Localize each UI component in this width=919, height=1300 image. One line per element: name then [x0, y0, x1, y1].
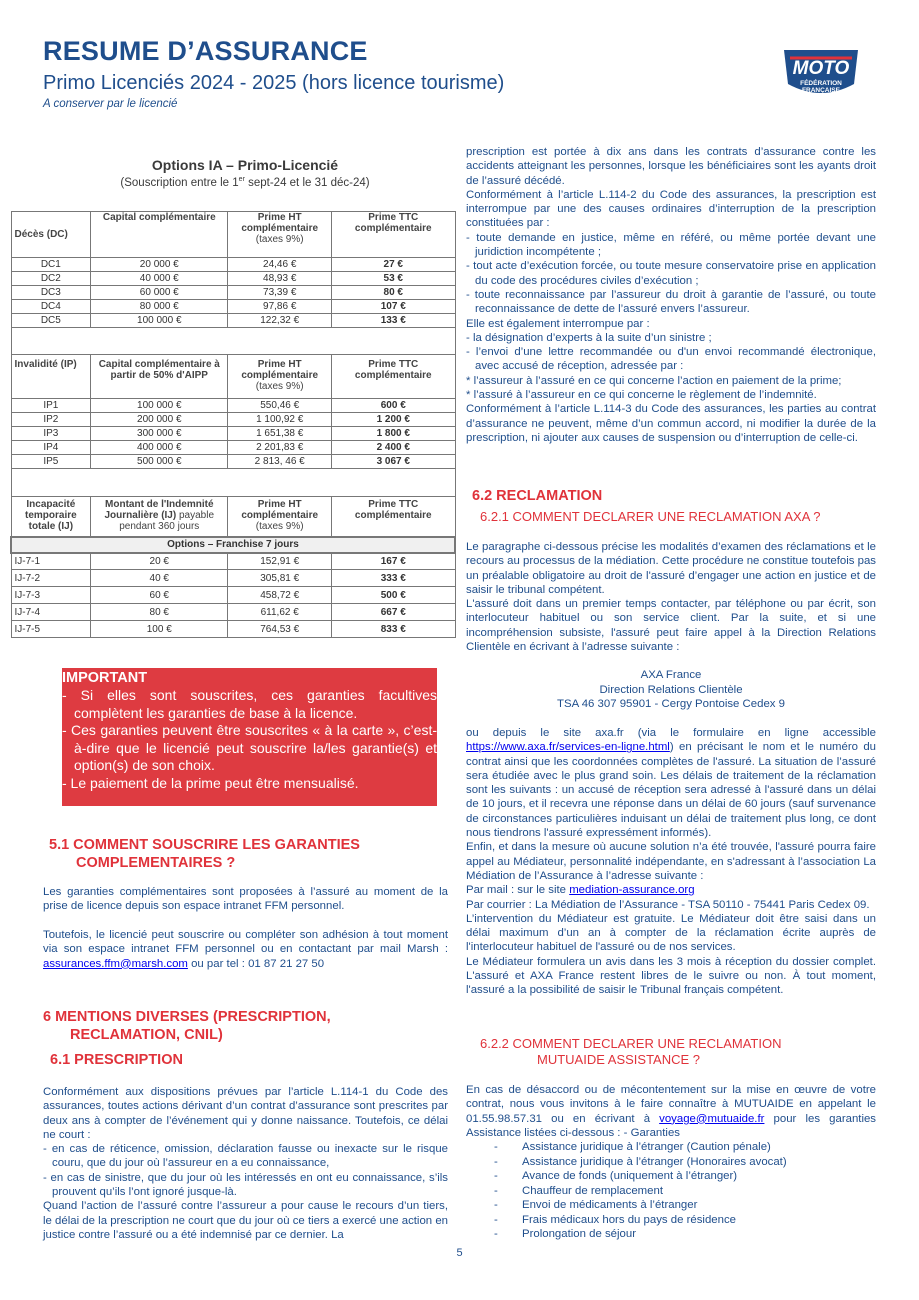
table-cell: IJ-7-1	[11, 553, 91, 570]
mutuaide-body: En cas de désaccord ou de mécontentement sur la mise en œuvre de votre contrat, nous vous invitons à le faire connaître à MUTUAIDE en appelant le 01.55.98.57.31 ou en écrivant à voyage@mutuaide.fr pour les garanties Assistance listées ci-dessous : - Garanties - Assistance juridique à l’étranger (Caution pénale) - Assistance juridique à l’étranger (Honoraires avocat) - Avance de fonds (uniquement à l’étranger) - Chauffeur de remplacement - Envoi de médicaments à l’étranger - Frais médicaux hors du pays de résidence - Prolongation de séjour	[466, 1084, 877, 1241]
table-cell: 200 000 €	[91, 413, 228, 427]
ip-h1: Invalidité (IP)	[11, 355, 91, 399]
table-cell: 27 €	[332, 258, 455, 272]
table-cell: 2 813, 46 €	[228, 455, 332, 469]
table-cell: 500 000 €	[91, 455, 228, 469]
table-row	[11, 621, 455, 638]
table-row	[11, 272, 455, 286]
section-6-2-heading: 6.2 RECLAMATION	[472, 488, 603, 504]
table-cell: 80 €	[332, 286, 455, 300]
table-row	[11, 553, 455, 570]
page-subtitle: Primo Licenciés 2024 - 2025 (hors licence tourisme)	[43, 72, 505, 94]
section-6-2-1-heading: 6.2.1 COMMENT DECLARER UNE RECLAMATION AXA ?	[480, 509, 821, 524]
list-item: - Frais médicaux hors du pays de résidence	[494, 1213, 736, 1226]
table-cell: IP5	[11, 455, 91, 469]
mutuaide-guarantee-list	[466, 1140, 876, 1242]
table-cell: 400 000 €	[91, 441, 228, 455]
list-item: - Envoi de médicaments à l’étranger	[494, 1199, 698, 1212]
table-cell: 833 €	[332, 621, 455, 638]
table-cell: 2 400 €	[332, 441, 455, 455]
table-cell: 20 €	[91, 553, 228, 570]
table-cell: IP4	[11, 441, 91, 455]
table-cell: 500 €	[332, 587, 455, 604]
mediation-link[interactable]: mediation-assurance.org	[569, 884, 695, 897]
table-cell: 305,81 €	[228, 570, 332, 587]
table-cell: 1 200 €	[332, 413, 455, 427]
important-item: - Le paiement de la prime peut être mensualisé.	[62, 774, 359, 791]
table-cell: IJ-7-3	[11, 587, 91, 604]
important-item: - Si elles sont souscrites, ces garanties facultives complètent les garanties de base à la licence.	[62, 687, 437, 721]
s51-p2: Toutefois, le licencié peut souscrire ou compléter son adhésion à tout moment via son espace intranet FFM personnel ou en contactant par mail Marsh : assurances.ffm@marsh.com ou par tel : 01 87 21 27 50	[43, 929, 448, 970]
table-cell: IJ-7-2	[11, 570, 91, 587]
options-table	[10, 211, 456, 638]
ip-h3: Prime HT complémentaire (taxes 9%)	[228, 355, 332, 399]
dc-h1: Décès (DC)	[11, 212, 91, 258]
ij-h3: Prime HT complémentaire (taxes 9%)	[228, 497, 332, 537]
section-6-2-2-heading: 6.2.2 COMMENT DECLARER UNE RECLAMATION MUTUAIDE ASSISTANCE ?	[480, 1036, 782, 1067]
table-cell: 80 €	[91, 604, 228, 621]
table-cell: 122,32 €	[228, 314, 332, 328]
dc-h2: Capital complémentaire	[91, 212, 228, 258]
table-cell: 100 €	[91, 621, 228, 638]
table-cell: 97,86 €	[228, 300, 332, 314]
ip-header-row	[11, 355, 455, 399]
list-item: - Chauffeur de remplacement	[494, 1184, 663, 1197]
table-row	[11, 286, 455, 300]
table-cell: 458,72 €	[228, 587, 332, 604]
table-cell: IP3	[11, 427, 91, 441]
ffm-logo	[780, 44, 862, 102]
list-item: - Prolongation de séjour	[494, 1228, 636, 1241]
table-cell: 100 000 €	[91, 399, 228, 413]
s51-p1: Les garanties complémentaires sont proposées à l’assuré au moment de la prise de licence depuis son espace intranet FFM personnel.	[43, 886, 448, 913]
table-cell: DC5	[11, 314, 91, 328]
table-cell: IJ-7-4	[11, 604, 91, 621]
dc-header-row	[11, 212, 455, 258]
table-row	[11, 258, 455, 272]
ip-h4: Prime TTC complémentaire	[332, 355, 455, 399]
table-cell	[11, 469, 455, 497]
table-cell	[11, 328, 455, 355]
table-cell: 80 000 €	[91, 300, 228, 314]
table-cell: 1 100,92 €	[228, 413, 332, 427]
section-6-1-heading: 6.1 PRESCRIPTION	[50, 1052, 183, 1068]
list-item: - Assistance juridique à l’étranger (Caution pénale)	[494, 1141, 771, 1154]
table-cell: 300 000 €	[91, 427, 228, 441]
reclamation-axa-body-2: ou depuis le site axa.fr (via le formulaire en ligne accessible https://www.axa.fr/services-en-ligne.html) en précisant le nom et le numéro du contrat ainsi que les coordonnées complètes de l'assuré. La situation de l’assuré sera étudiée avec le plus grand soin. Les délais de traitement de la réclamation sont les suivants : un accusé de réception sera adressé à l'assuré dans un délai de 10 jours, et il recevra une réponse dans un délai de 60 jours (sauf survenance de circonstances particulières induisant un délai de traitement plus long, ce dont nous tiendrons l'assuré expressément informés). Enfin, et dans la mesure où aucune solution n’a été trouvée, l'assuré pourra faire appel au Médiateur, personnalité indépendante, en s'adressant à l’association La Médiation de l’Assurance à l’adresse suivante : Par mail : sur le site mediation-assurance.org Par courrier : La Médiation de l’Assurance - TSA 50110 - 75441 Paris Cedex 09. L’intervention du Médiateur est gratuite. Le Médiateur doit être saisi dans un délai maximum d’un an à compter de la réclamation écrite auprès de l'interlocuteur habituel de l'assuré ou de nos services. Le Médiateur formulera un avis dans les 3 mois à réception du dossier complet. L'assuré et AXA France restent libres de le suivre ou non. À tout moment, l'assuré a la possibilité de saisir le Tribunal français compétent.	[466, 727, 876, 997]
logo-text: MOTO	[792, 58, 850, 79]
page-number: 5	[456, 1247, 463, 1259]
table-cell: 53 €	[332, 272, 455, 286]
table-row	[11, 441, 455, 455]
table-row	[11, 587, 455, 604]
franchise-row: Options – Franchise 7 jours	[11, 537, 455, 553]
logo-sub2: FRANÇAISE	[802, 87, 840, 94]
table-cell: 764,53 €	[228, 621, 332, 638]
table-cell: 60 000 €	[91, 286, 228, 300]
table-cell: DC1	[11, 258, 91, 272]
table-cell: DC4	[11, 300, 91, 314]
table-cell: 333 €	[332, 570, 455, 587]
table-row	[11, 300, 455, 314]
table-cell: 60 €	[91, 587, 228, 604]
ip-h2: Capital complémentaire à partir de 50% d'AIPP	[91, 355, 228, 399]
table-row	[11, 427, 455, 441]
list-item: - Avance de fonds (uniquement à l’étranger)	[494, 1170, 738, 1183]
ij-h1: Incapacité temporaire totale (IJ)	[11, 497, 91, 537]
table-cell: 2 201,83 €	[228, 441, 332, 455]
page-title: RESUME D’ASSURANCE	[43, 36, 368, 66]
table-cell: IP2	[11, 413, 91, 427]
options-subtitle: (Souscription entre le 1er sept-24 et le 31 déc-24)	[120, 176, 370, 189]
section-5-1-heading: 5.1 COMMENT SOUSCRIRE LES GARANTIES COMPLEMENTAIRES ?	[49, 837, 360, 871]
ij-h2: Montant de l'Indemnité Journalière (IJ) payable pendant 360 jours	[91, 497, 228, 537]
table-row	[11, 455, 455, 469]
mutuaide-email-link[interactable]: voyage@mutuaide.fr	[659, 1112, 765, 1125]
table-cell: 667 €	[332, 604, 455, 621]
table-row	[11, 570, 455, 587]
options-title: Options IA – Primo-Licencié	[151, 157, 339, 173]
table-row	[11, 604, 455, 621]
table-cell: 1 800 €	[332, 427, 455, 441]
keep-note: A conserver par le licencié	[43, 98, 178, 110]
table-cell: 20 000 €	[91, 258, 228, 272]
important-box	[62, 668, 437, 806]
ij-h4: Prime TTC complémentaire	[332, 497, 455, 537]
table-cell: 611,62 €	[228, 604, 332, 621]
table-cell: 550,46 €	[228, 399, 332, 413]
table-cell: 48,93 €	[228, 272, 332, 286]
table-cell: 24,46 €	[228, 258, 332, 272]
table-cell: 73,39 €	[228, 286, 332, 300]
table-cell: 1 651,38 €	[228, 427, 332, 441]
logo-sub1: FÉDÉRATION	[800, 80, 842, 87]
reclamation-axa-body: Le paragraphe ci-dessous précise les modalités d’examen des réclamations et le recours au processus de la médiation. Cette procédure ne constitue toutefois pas un préalable obligatoire au droit de l'assuré d’engager une action en justice et de saisir le tribunal compétent. L'assuré doit dans un premier temps contacter, par téléphone ou par écrit, son interlocuteur habituel ou son service client. Par la suite, et si une incompréhension subsiste, l'assuré peut faire appel à la Direction Relations Clientèle en écrivant à l’adresse suivante :	[466, 541, 876, 654]
important-title: IMPORTANT	[62, 670, 148, 686]
important-item: - Ces garanties peuvent être souscrites « à la carte », c’est-à-dire que le licencié peut souscrire la/les garantie(s) et option(s) de son choix.	[62, 722, 437, 773]
table-cell: IP1	[11, 399, 91, 413]
ij-header-row	[11, 497, 455, 537]
section-6-heading: 6 MENTIONS DIVERSES (PRESCRIPTION, RECLAMATION, CNIL)	[43, 1009, 331, 1043]
table-row	[11, 314, 455, 328]
table-row	[11, 413, 455, 427]
table-cell: 133 €	[332, 314, 455, 328]
table-cell: 40 €	[91, 570, 228, 587]
table-row	[11, 399, 455, 413]
table-cell: 152,91 €	[228, 553, 332, 570]
table-cell: 3 067 €	[332, 455, 455, 469]
table-cell: IJ-7-5	[11, 621, 91, 638]
prescription-continued: prescription est portée à dix ans dans les contrats d’assurance contre les accidents atteignant les personnes, lorsque les bénéficiaires sont les ayants droit de l’assuré décédé. Conformément à l’article L.114-2 du Code des assurances, la prescription est interrompue par une des causes ordinaires d’interruption de la prescription constituées par : - toute demande en justice, même en référé, ou même portée devant une juridiction incompétente ; - tout acte d’exécution forcée, ou toute mesure conservatoire prise en application du code des procédures civiles d’exécution ; - toute reconnaissance par l’assureur du droit à garantie de l’assuré, ou toute reconnaissance de dette de l’assuré envers l’assureur. Elle est également interrompue par : - la désignation d’experts à la suite d’un sinistre ; - l’envoi d’une lettre recommandée ou d'un envoi recommandé électronique, avec accusé de réception, adressée par : * l’assureur à l’assuré en ce qui concerne l’action en paiement de la prime; * l’assuré à l’assureur en ce qui concerne le règlement de l’indemnité. Conformément à l’article L.114-3 du Code des assurances, les parties au contrat d’assurance ne peuvent, même d’un commun accord, ni modifier la durée de la prescription, ni ajouter aux causes de suspension ou d’interruption de celle-ci.	[466, 146, 876, 444]
table-cell: DC2	[11, 272, 91, 286]
s61-body: Conformément aux dispositions prévues par l’article L.114-1 du Code des assurances, toutes actions dérivant d’un contrat d’assurance sont prescrites par deux ans à compter de l’événement qui y donne naissance. Toutefois, ce délai ne court : - en cas de réticence, omission, déclaration fausse ou inexacte sur le risque couru, que du jour où l’assureur en a eu connaissance, - en cas de sinistre, que du jour où les intéressés en ont eu connaissance, s’ils prouvent qu’ils l’ont ignoré jusque-là. Quand l’action de l’assuré contre l’assureur a pour cause le recours d’un tiers, le délai de la prescription ne court que du jour où ce tiers a exercé une action en justice contre l’assuré ou a été indemnisé par ce dernier. La	[43, 1086, 448, 1241]
axa-services-link[interactable]: https://www.axa.fr/services-en-ligne.html	[466, 741, 670, 754]
table-cell: 600 €	[332, 399, 455, 413]
dc-h4: Prime TTC complémentaire	[332, 212, 455, 258]
table-cell: 40 000 €	[91, 272, 228, 286]
table-cell: 107 €	[332, 300, 455, 314]
table-cell: 167 €	[332, 553, 455, 570]
table-cell: DC3	[11, 286, 91, 300]
list-item: - Assistance juridique à l’étranger (Honoraires avocat)	[494, 1155, 787, 1168]
marsh-email-link[interactable]: assurances.ffm@marsh.com	[43, 957, 188, 970]
table-cell: 100 000 €	[91, 314, 228, 328]
dc-h3: Prime HT complémentaire (taxes 9%)	[228, 212, 332, 258]
axa-address: AXA France Direction Relations Clientèle TSA 46 307 95901 - Cergy Pontoise Cedex 9	[557, 669, 785, 710]
